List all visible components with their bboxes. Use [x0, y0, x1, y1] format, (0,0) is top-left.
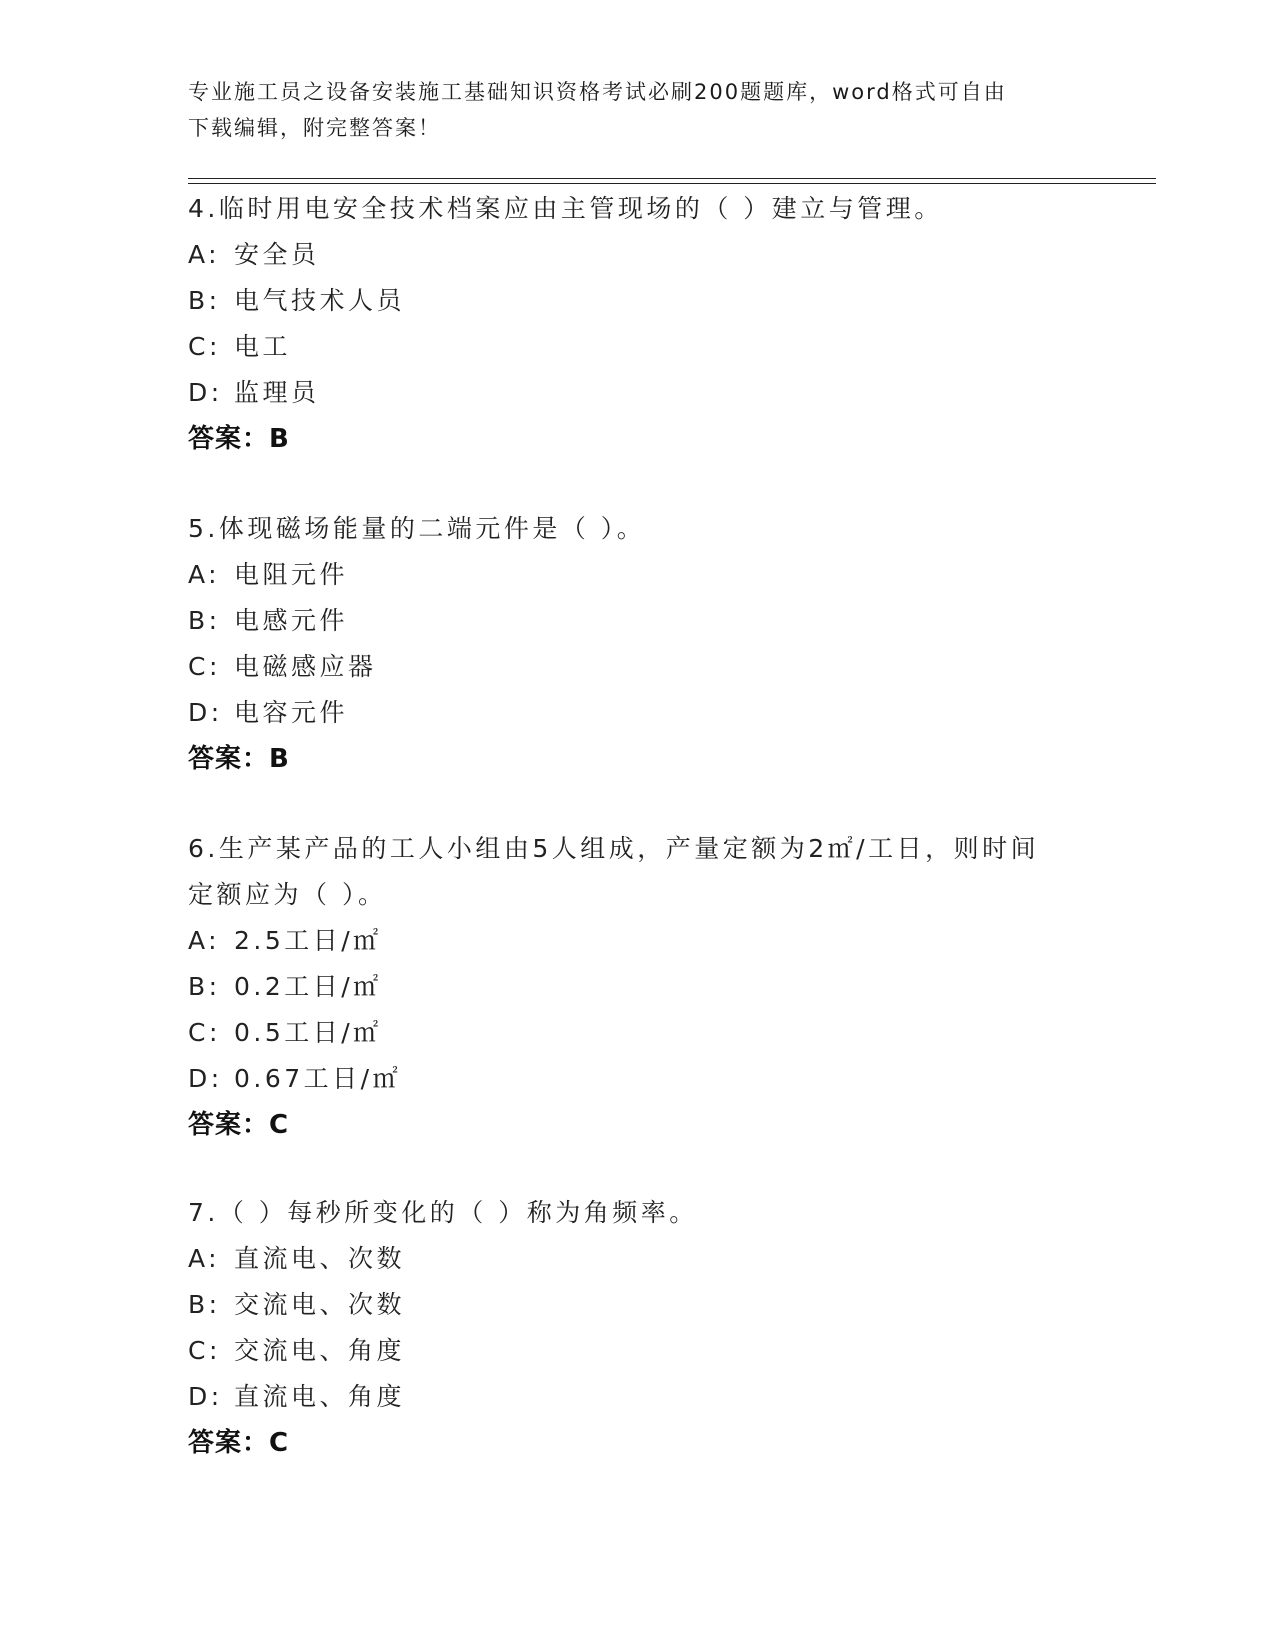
option-text: 电容元件 [234, 698, 349, 727]
option-text: 2.5工日/㎡ [234, 926, 382, 955]
option-a [188, 1236, 1068, 1282]
option-a [188, 232, 1068, 278]
option-c [188, 1328, 1068, 1374]
question-7 [188, 1190, 1068, 1466]
question-stem: 5.体现磁场能量的二端元件是（ ）。 [188, 514, 646, 543]
question-6 [188, 826, 1068, 1148]
option-d [188, 1056, 1068, 1102]
option-b [188, 1282, 1068, 1328]
option-c [188, 644, 1068, 690]
option-key: B: [188, 972, 221, 1001]
option-a [188, 552, 1068, 598]
option-key: D: [188, 1382, 223, 1411]
header-divider-bottom [188, 183, 1156, 184]
option-a [188, 918, 1068, 964]
question-4 [188, 186, 1068, 462]
option-key: D: [188, 698, 223, 727]
header-title-line-1: 专业施工员之设备安装施工基础知识资格考试必刷200题题库，word格式可自由 [188, 80, 1007, 104]
option-c [188, 1010, 1068, 1056]
option-key: B: [188, 1290, 221, 1319]
option-key: A: [188, 926, 221, 955]
question-5 [188, 506, 1068, 782]
option-key: C: [188, 1336, 221, 1365]
document-header [188, 74, 1068, 146]
option-text: 0.67工日/㎡ [234, 1064, 402, 1093]
question-stem-line-2: 定额应为（ ）。 [188, 880, 387, 909]
option-text: 电工 [234, 332, 292, 361]
question-stem: 7.（ ）每秒所变化的（ ）称为角频率。 [188, 1198, 698, 1227]
option-b [188, 598, 1068, 644]
option-text: 安全员 [234, 240, 320, 269]
option-text: 交流电、角度 [234, 1336, 406, 1365]
option-key: A: [188, 1244, 221, 1273]
option-key: A: [188, 240, 221, 269]
option-text: 直流电、角度 [234, 1382, 406, 1411]
option-key: B: [188, 606, 221, 635]
answer-line: 答案：C [188, 1110, 290, 1140]
option-text: 0.5工日/㎡ [234, 1018, 382, 1047]
header-title-line-2: 下载编辑，附完整答案！ [188, 116, 441, 140]
option-key: B: [188, 286, 221, 315]
header-divider-top [188, 178, 1156, 179]
option-d [188, 690, 1068, 736]
answer-line: 答案：B [188, 424, 290, 454]
option-text: 直流电、次数 [234, 1244, 406, 1273]
option-d [188, 1374, 1068, 1420]
answer-line: 答案：B [188, 744, 290, 774]
option-key: C: [188, 1018, 221, 1047]
option-text: 监理员 [234, 378, 320, 407]
option-text: 电感元件 [234, 606, 349, 635]
question-stem-line-1: 6.生产某产品的工人小组由5人组成，产量定额为2㎡/工日，则时间 [188, 834, 1040, 863]
option-b [188, 964, 1068, 1010]
option-d [188, 370, 1068, 416]
option-key: C: [188, 332, 221, 361]
option-text: 电阻元件 [234, 560, 349, 589]
option-b [188, 278, 1068, 324]
option-key: D: [188, 1064, 223, 1093]
option-text: 电磁感应器 [234, 652, 377, 681]
option-text: 交流电、次数 [234, 1290, 406, 1319]
option-text: 0.2工日/㎡ [234, 972, 382, 1001]
option-text: 电气技术人员 [234, 286, 406, 315]
option-key: A: [188, 560, 221, 589]
option-key: C: [188, 652, 221, 681]
option-c [188, 324, 1068, 370]
question-stem: 4.临时用电安全技术档案应由主管现场的（ ）建立与管理。 [188, 194, 943, 223]
option-key: D: [188, 378, 223, 407]
answer-line: 答案：C [188, 1428, 290, 1458]
